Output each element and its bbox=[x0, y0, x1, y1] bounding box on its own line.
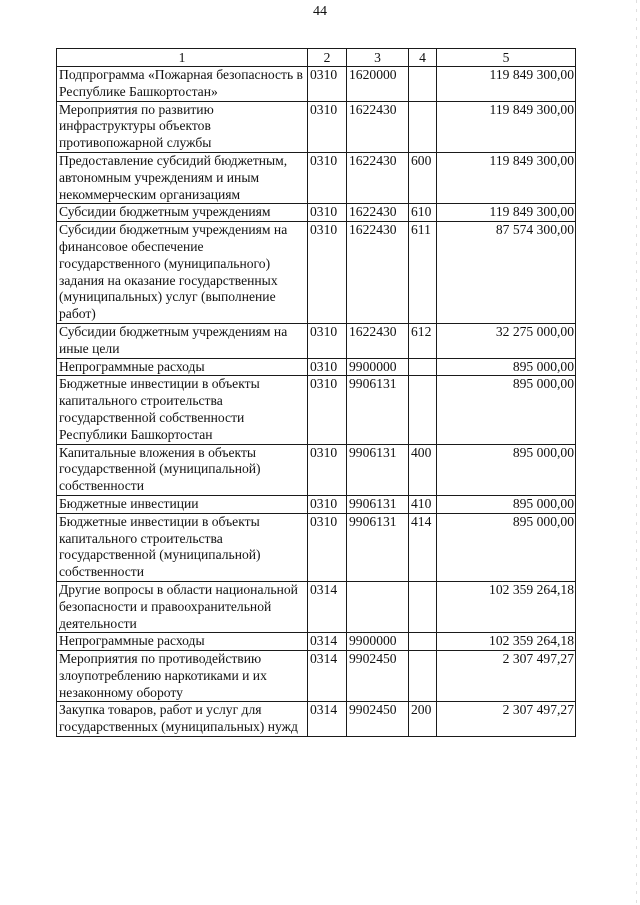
row-name: Бюджетные инвестиции в объекты капитального строительства государственной (муниципальной) собственности bbox=[57, 513, 308, 581]
row-section-code: 0310 bbox=[308, 376, 347, 444]
row-type-code bbox=[409, 376, 437, 444]
row-type-code: 610 bbox=[409, 204, 437, 222]
row-section-code: 0310 bbox=[308, 444, 347, 495]
row-name: Непрограммные расходы bbox=[57, 358, 308, 376]
row-type-code bbox=[409, 633, 437, 651]
row-name: Капитальные вложения в объекты государственной (муниципальной) собственности bbox=[57, 444, 308, 495]
row-target-code: 9906131 bbox=[347, 513, 409, 581]
row-name: Предоставление субсидий бюджетным, автономным учреждениям и иным некоммерческим организациям bbox=[57, 152, 308, 203]
header-row bbox=[57, 49, 576, 67]
table-row bbox=[57, 67, 576, 102]
row-type-code bbox=[409, 101, 437, 152]
row-amount: 895 000,00 bbox=[437, 495, 576, 513]
row-amount: 895 000,00 bbox=[437, 444, 576, 495]
row-target-code: 9900000 bbox=[347, 633, 409, 651]
row-target-code: 1622430 bbox=[347, 204, 409, 222]
row-name: Мероприятия по противодействию злоупотреблению наркотиками и их незаконному обороту bbox=[57, 651, 308, 702]
row-name: Бюджетные инвестиции bbox=[57, 495, 308, 513]
header-col-5: 5 bbox=[437, 49, 576, 67]
table-body bbox=[57, 67, 576, 737]
row-section-code: 0310 bbox=[308, 513, 347, 581]
row-section-code: 0310 bbox=[308, 152, 347, 203]
row-section-code: 0310 bbox=[308, 204, 347, 222]
table-row bbox=[57, 204, 576, 222]
row-amount: 895 000,00 bbox=[437, 376, 576, 444]
row-target-code: 9900000 bbox=[347, 358, 409, 376]
row-amount: 2 307 497,27 bbox=[437, 651, 576, 702]
table-row bbox=[57, 152, 576, 203]
row-section-code: 0310 bbox=[308, 495, 347, 513]
row-amount: 895 000,00 bbox=[437, 513, 576, 581]
row-name: Непрограммные расходы bbox=[57, 633, 308, 651]
row-amount: 32 275 000,00 bbox=[437, 323, 576, 358]
table-row bbox=[57, 101, 576, 152]
row-name: Мероприятия по развитию инфраструктуры объектов противопожарной службы bbox=[57, 101, 308, 152]
table-row bbox=[57, 702, 576, 737]
row-type-code bbox=[409, 67, 437, 102]
row-section-code: 0310 bbox=[308, 323, 347, 358]
table-row bbox=[57, 651, 576, 702]
row-type-code: 200 bbox=[409, 702, 437, 737]
row-target-code: 1622430 bbox=[347, 222, 409, 324]
row-type-code: 612 bbox=[409, 323, 437, 358]
row-target-code: 1622430 bbox=[347, 323, 409, 358]
row-section-code: 0310 bbox=[308, 67, 347, 102]
row-type-code: 600 bbox=[409, 152, 437, 203]
row-amount: 119 849 300,00 bbox=[437, 152, 576, 203]
row-target-code: 1620000 bbox=[347, 67, 409, 102]
scan-edge-artifact bbox=[636, 0, 637, 905]
row-type-code: 400 bbox=[409, 444, 437, 495]
header-col-3: 3 bbox=[347, 49, 409, 67]
row-target-code: 9906131 bbox=[347, 444, 409, 495]
row-name: Бюджетные инвестиции в объекты капитального строительства государственной собственности Республики Башкортостан bbox=[57, 376, 308, 444]
row-target-code: 9906131 bbox=[347, 495, 409, 513]
row-name: Закупка товаров, работ и услуг для государственных (муниципальных) нужд bbox=[57, 702, 308, 737]
row-amount: 102 359 264,18 bbox=[437, 633, 576, 651]
header-col-1: 1 bbox=[57, 49, 308, 67]
row-type-code: 414 bbox=[409, 513, 437, 581]
row-amount: 102 359 264,18 bbox=[437, 581, 576, 632]
row-name: Подпрограмма «Пожарная безопасность в Республике Башкортостан» bbox=[57, 67, 308, 102]
table-row bbox=[57, 323, 576, 358]
row-section-code: 0314 bbox=[308, 702, 347, 737]
table-row bbox=[57, 376, 576, 444]
table-header bbox=[57, 49, 576, 67]
row-type-code bbox=[409, 358, 437, 376]
row-amount: 119 849 300,00 bbox=[437, 67, 576, 102]
row-section-code: 0314 bbox=[308, 651, 347, 702]
row-target-code: 1622430 bbox=[347, 152, 409, 203]
row-target-code bbox=[347, 581, 409, 632]
row-section-code: 0314 bbox=[308, 633, 347, 651]
table-row bbox=[57, 358, 576, 376]
row-target-code: 9902450 bbox=[347, 702, 409, 737]
row-target-code: 9902450 bbox=[347, 651, 409, 702]
row-name: Другие вопросы в области национальной безопасности и правоохранительной деятельности bbox=[57, 581, 308, 632]
table-row bbox=[57, 222, 576, 324]
table-row bbox=[57, 444, 576, 495]
row-name: Субсидии бюджетным учреждениям bbox=[57, 204, 308, 222]
table-row bbox=[57, 581, 576, 632]
row-section-code: 0314 bbox=[308, 581, 347, 632]
row-amount: 2 307 497,27 bbox=[437, 702, 576, 737]
budget-table bbox=[56, 48, 576, 737]
header-col-4: 4 bbox=[409, 49, 437, 67]
row-amount: 119 849 300,00 bbox=[437, 101, 576, 152]
row-section-code: 0310 bbox=[308, 358, 347, 376]
row-amount: 895 000,00 bbox=[437, 358, 576, 376]
row-name: Субсидии бюджетным учреждениям на финансовое обеспечение государственного (муниципального) задания на оказание государственных (муниципальных) услуг (выполнение работ) bbox=[57, 222, 308, 324]
table-row bbox=[57, 633, 576, 651]
row-section-code: 0310 bbox=[308, 222, 347, 324]
row-name: Субсидии бюджетным учреждениям на иные цели bbox=[57, 323, 308, 358]
table-row bbox=[57, 495, 576, 513]
row-section-code: 0310 bbox=[308, 101, 347, 152]
header-col-2: 2 bbox=[308, 49, 347, 67]
page-number: 44 bbox=[313, 4, 327, 19]
row-amount: 119 849 300,00 bbox=[437, 204, 576, 222]
table-row bbox=[57, 513, 576, 581]
row-type-code: 611 bbox=[409, 222, 437, 324]
row-target-code: 1622430 bbox=[347, 101, 409, 152]
row-type-code bbox=[409, 651, 437, 702]
row-type-code: 410 bbox=[409, 495, 437, 513]
row-amount: 87 574 300,00 bbox=[437, 222, 576, 324]
row-target-code: 9906131 bbox=[347, 376, 409, 444]
row-type-code bbox=[409, 581, 437, 632]
